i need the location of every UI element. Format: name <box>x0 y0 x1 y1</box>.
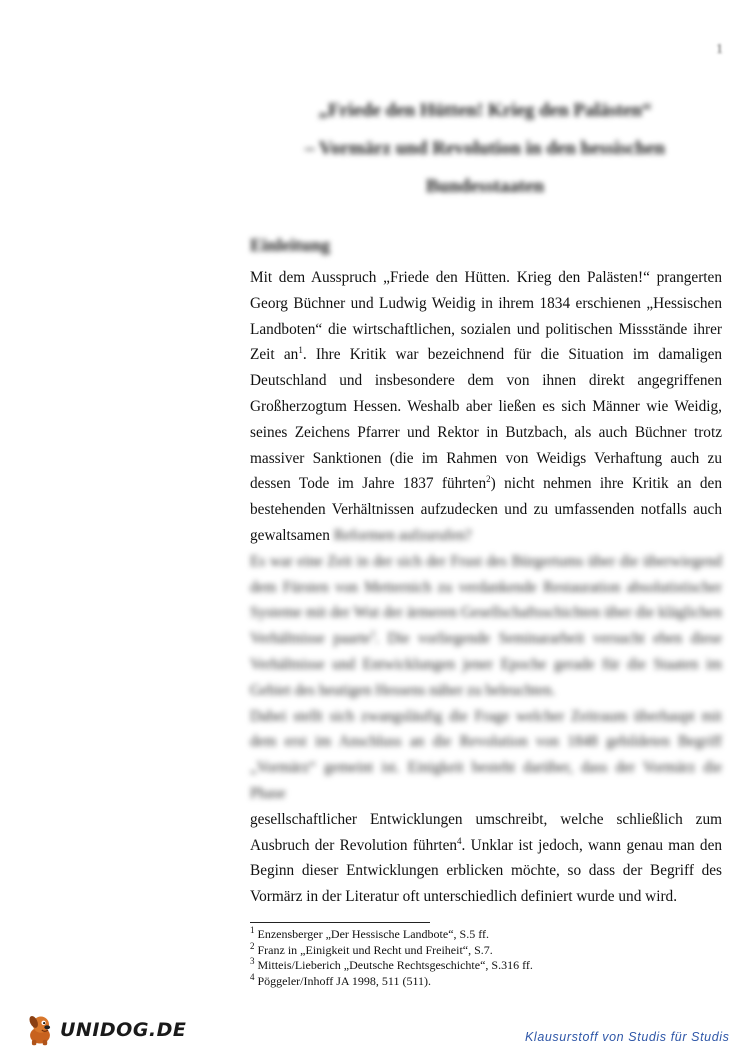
footnote-number: 1 <box>250 925 255 935</box>
paragraph-2-blurred <box>250 549 722 704</box>
footnote-ref-3: 3 <box>370 629 376 640</box>
footnote-3 <box>250 958 533 974</box>
paragraph-3-text-b: . Unklar ist jedoch, wann genau man den Beginn dieser Entwicklungen erblicken möchte, so dass der Begriff des Vormärz in der Literatur oft unterschiedlich definiert wurde und wird. <box>250 836 723 906</box>
document-title <box>250 92 720 206</box>
footnote-ref-1: 1 <box>298 345 303 356</box>
paragraph-1-text-b: . Ihre Kritik war bezeichnend für die Situation im damaligen Deutschland und insbesondere dem von ihnen direkt angegriffenen Großherzogtum Hessen. Weshalb aber ließen es sich Männer wie Weidig, seines Zeichens Pfarrer und Rektor in Butzbach, als auch Büchner trotz massiver Sanktionen (die im Rahmen von Weidigs Verhaftung auch zu dessen Tode im Jahre 1837 führten <box>250 346 723 493</box>
footnote-text: Mitteis/Lieberich „Deutsche Rechtsgeschichte“, S.316 ff. <box>257 958 533 972</box>
footnote-text: Enzensberger „Der Hessische Landbote“, S.5 ff. <box>257 927 489 941</box>
footnote-2 <box>250 940 533 959</box>
footnote-number: 4 <box>250 971 255 982</box>
title-line-1: „Friede den Hütten! Krieg den Palästen“ <box>318 100 652 121</box>
paragraph-2-text-b: . Die vorliegende Seminararbeit versucht eben diese Verhältnisse und Entwicklungen jener Epoche gerade für die Staaten im Gebiet des heutigen Hessens näher zu beleuchten. <box>250 630 722 699</box>
footnote-text: Franz in „Einigkeit und Recht und Freiheit“, S.7. <box>257 942 493 957</box>
footnote-4 <box>250 971 533 990</box>
paragraph-3-line-1: gesellschaftlicher Entwicklungen umschreibt, welche schließlich zum <box>250 810 722 828</box>
paragraph-1-text-a: Mit dem Ausspruch „Friede den Hütten. Krieg den Palästen!“ prangerten Georg Büchner und Ludwig Weidig in ihrem 1834 erschienen „Hessischen Landboten“ die wirtschaftlichen, sozialen und politischen Missstände ihrer Zeit an <box>250 269 722 364</box>
paragraph-1-text-c: ) nicht nehmen ihre Kritik an den bestehenden Verhältnissen aufzudecken und zu umfassenden notfalls auch gewaltsamen <box>250 475 722 544</box>
section-heading: Einleitung <box>250 235 331 255</box>
paragraph-3-rest <box>250 833 722 910</box>
footnote-number: 2 <box>250 940 255 951</box>
footnote-separator <box>250 922 430 923</box>
logo-text: UNIDOG.DE <box>60 1019 187 1041</box>
paragraph-1-blurred-end: Reformen aufzurufen? <box>333 526 472 544</box>
footnote-number: 3 <box>250 956 255 966</box>
page-number: 1 <box>716 42 723 57</box>
footnote-ref-4: 4 <box>457 835 462 846</box>
footer-tagline: Klausurstoff von Studis für Studis <box>525 1030 730 1044</box>
title-line-2: – Vormärz und Revolution in den hessischen <box>304 138 665 159</box>
footnotes <box>250 927 533 989</box>
paragraph-3-text-a: Ausbruch der Revolution führten <box>250 836 458 854</box>
paragraph-1 <box>250 265 722 549</box>
paragraph-2-text-a: Es war eine Zeit in der sich der Frust des Bürgertums über die überwiegend dem Fürsten von Metternich zu verdankende Restauration absolutistischer Systeme mit der Wut der ärmeren Gesellschaftsschichten über die kläglichen Verhältnisse paarte <box>250 552 722 648</box>
footnote-text: Pöggeler/Inhoff JA 1998, 511 (511). <box>257 973 432 988</box>
body-text <box>250 265 722 910</box>
footnote-ref-2: 2 <box>486 474 491 485</box>
dog-mascot-icon <box>22 1012 58 1048</box>
footnote-1 <box>250 927 533 943</box>
unidog-logo[interactable] <box>22 1012 186 1048</box>
title-line-3: Bundesstaaten <box>425 176 545 197</box>
paragraph-3-blurred-start: Dabei stellt sich zwangsläufig die Frage welcher Zeitraum überhaupt mit dem erst im Anschluss an die Revolution von 1848 gebildeten Begriff „Vormärz“ gemeint ist. Einigkeit besteht darüber, dass der Vormärz die Phase <box>250 707 722 802</box>
